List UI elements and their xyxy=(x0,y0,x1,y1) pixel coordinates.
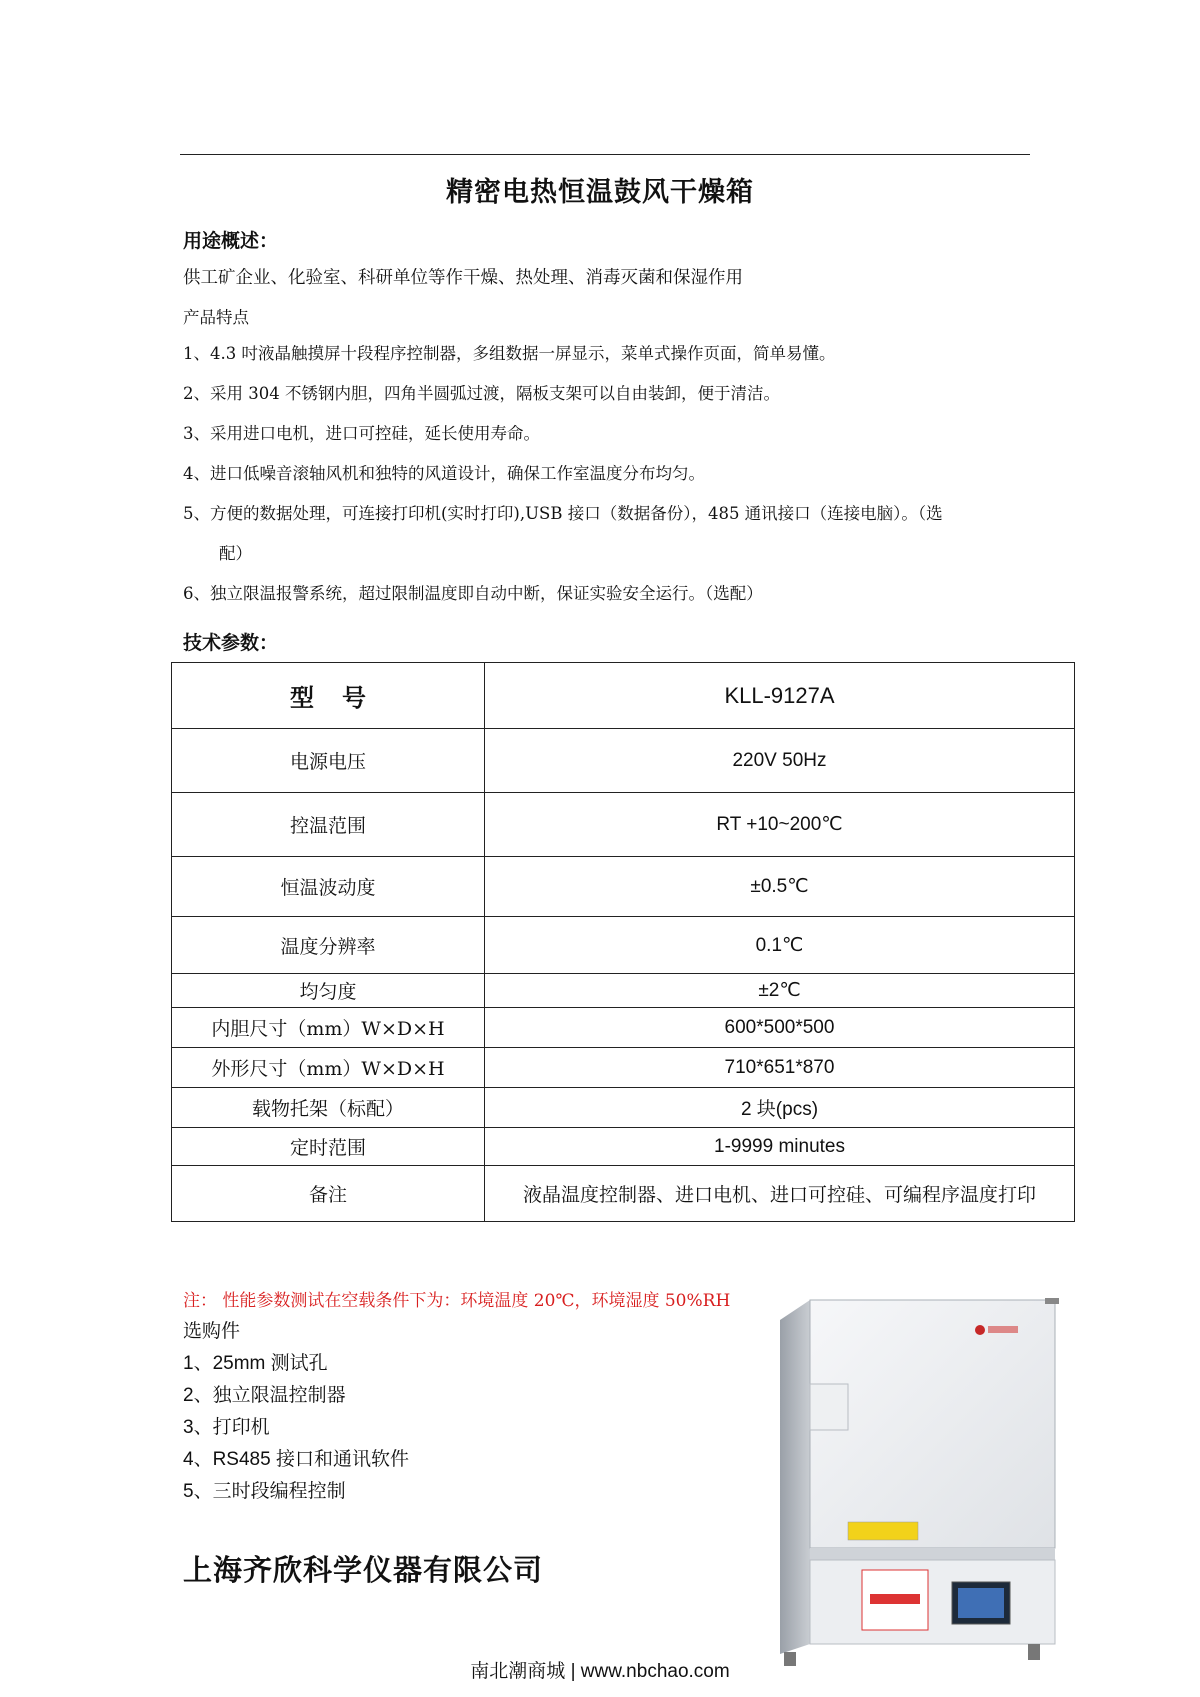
spec-value: RT +10~200℃ xyxy=(485,793,1075,857)
spec-key: 控温范围 xyxy=(172,793,485,857)
document-title: 精密电热恒温鼓风干燥箱 xyxy=(446,177,754,208)
spec-value: 220V 50Hz xyxy=(485,729,1075,793)
usage-heading: 用途概述： xyxy=(183,230,279,252)
warning-labels xyxy=(848,1522,918,1540)
feature-item: 3、采用进口电机，进口可控硅，延长使用寿命。 xyxy=(183,424,540,443)
table-row xyxy=(172,974,1075,1008)
feature-item: 4、进口低噪音滚轴风机和独特的风道设计，确保工作室温度分布均匀。 xyxy=(183,464,705,483)
specs-heading: 技术参数： xyxy=(183,632,279,654)
cabinet-side xyxy=(780,1300,810,1654)
optional-item: 2、独立限温控制器 xyxy=(183,1385,346,1406)
spec-key: 外形尺寸（mm）W×D×H xyxy=(172,1048,485,1088)
table-row xyxy=(172,729,1075,793)
table-row xyxy=(172,1088,1075,1128)
product-photo xyxy=(770,1292,1070,1672)
table-row xyxy=(172,793,1075,857)
cabinet-vent xyxy=(1045,1298,1059,1304)
control-panel xyxy=(810,1560,1055,1644)
nameplate-band xyxy=(870,1594,920,1604)
test-condition-note: 注： 性能参数测试在空载条件下为：环境温度 20℃，环境湿度 50%RH xyxy=(183,1291,731,1311)
spec-key: 温度分辨率 xyxy=(172,917,485,974)
table-row xyxy=(172,1048,1075,1088)
feature-item: 2、采用 304 不锈钢内胆，四角半圆弧过渡，隔板支架可以自由装卸，便于清洁。 xyxy=(183,384,780,403)
spec-key: 恒温波动度 xyxy=(172,857,485,917)
table-row xyxy=(172,917,1075,974)
spec-key: 内胆尺寸（mm）W×D×H xyxy=(172,1008,485,1048)
spec-value: KLL-9127A xyxy=(485,663,1075,729)
door-handle xyxy=(810,1384,848,1430)
spec-value: 0.1℃ xyxy=(485,917,1075,974)
spec-value: ±0.5℃ xyxy=(485,857,1075,917)
cabinet-divider xyxy=(810,1548,1055,1560)
optional-item: 1、25mm 测试孔 xyxy=(183,1353,328,1374)
spec-value: ±2℃ xyxy=(485,974,1075,1008)
spec-key: 备注 xyxy=(172,1166,485,1222)
spec-value: 2 块(pcs) xyxy=(485,1088,1075,1128)
usage-text: 供工矿企业、化验室、科研单位等作干燥、热处理、消毒灭菌和保湿作用 xyxy=(183,268,743,288)
features-list xyxy=(183,342,1043,622)
footer-source: 南北潮商城 | www.nbchao.com xyxy=(470,1661,730,1682)
table-row xyxy=(172,1166,1075,1222)
features-heading: 产品特点 xyxy=(183,308,249,327)
brand-logo xyxy=(988,1326,1018,1333)
spec-value: 液晶温度控制器、进口电机、进口可控硅、可编程序温度打印 xyxy=(485,1166,1075,1222)
feature-item: 5、方便的数据处理，可连接打印机(实时打印),USB 接口（数据备份），485 通讯接口（连接电脑）。（选 xyxy=(183,504,943,523)
optional-item: 3、打印机 xyxy=(183,1417,270,1438)
company-name: 上海齐欣科学仪器有限公司 xyxy=(183,1553,544,1587)
optional-heading: 选购件 xyxy=(183,1320,241,1342)
table-row xyxy=(172,857,1075,917)
touch-screen-display xyxy=(958,1588,1004,1618)
optional-list xyxy=(183,1348,409,1508)
spec-key: 电源电压 xyxy=(172,729,485,793)
feature-item: 6、独立限温报警系统，超过限制温度即自动中断，保证实验安全运行。（选配） xyxy=(183,584,763,603)
table-row xyxy=(172,1128,1075,1166)
header-rule xyxy=(180,154,1030,155)
spec-key: 载物托架（标配） xyxy=(172,1088,485,1128)
optional-item: 5、三时段编程控制 xyxy=(183,1481,346,1502)
spec-key: 均匀度 xyxy=(172,974,485,1008)
spec-value: 710*651*870 xyxy=(485,1048,1075,1088)
spec-value: 600*500*500 xyxy=(485,1008,1075,1048)
spec-value: 1-9999 minutes xyxy=(485,1128,1075,1166)
table-row xyxy=(172,1008,1075,1048)
spec-key: 型号 xyxy=(172,663,485,729)
table-row xyxy=(172,663,1075,729)
brand-logo-icon xyxy=(975,1325,985,1335)
spec-table xyxy=(171,662,1075,1222)
feature-item-continuation: 配） xyxy=(219,544,252,563)
feature-item: 1、4.3 吋液晶触摸屏十段程序控制器，多组数据一屏显示，菜单式操作页面，简单易懂。 xyxy=(183,344,836,363)
optional-item: 4、RS485 接口和通讯软件 xyxy=(183,1449,409,1470)
spec-key: 定时范围 xyxy=(172,1128,485,1166)
